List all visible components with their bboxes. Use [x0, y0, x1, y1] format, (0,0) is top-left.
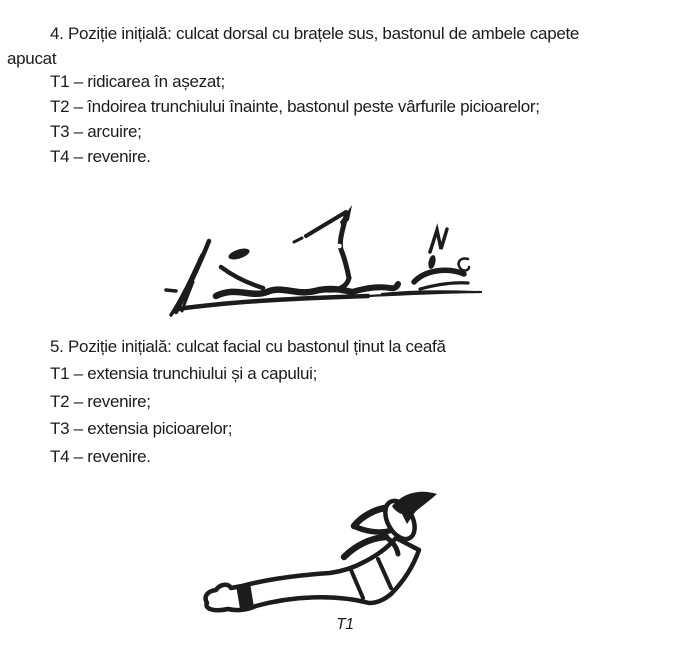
exercise-5-heading-line: 5. Poziție inițială: culcat facial cu bastonul ținut la ceafă: [50, 337, 446, 356]
exercise-5-steps: [50, 360, 317, 470]
exercise-5-step-t4: T4 – revenire.: [50, 446, 151, 466]
exercise-4-heading-line-1: 4. Poziție inițială: culcat dorsal cu brațele sus, bastonul de ambele capete: [50, 24, 580, 43]
exercise-4-step-t2: T2 – îndoirea trunchiului înainte, bastonul peste vârfurile picioarelor;: [50, 97, 540, 116]
exercise-4-heading-line-2: apucat: [7, 49, 57, 68]
exercise-4-steps: [50, 69, 540, 169]
illustration-caption: T1: [336, 616, 354, 633]
exercise-4-step-t1: T1 – ridicarea în așezat;: [50, 72, 225, 91]
exercise-5-step-t2: T2 – revenire;: [50, 391, 151, 411]
exercise-5-step-t3: T3 – extensia picioarelor;: [50, 419, 233, 438]
exercise-5-heading: [50, 334, 446, 359]
exercise-4-step-t4: T4 – revenire.: [50, 147, 151, 166]
exercise-5-step-t1: T1 – extensia trunchiului și a capului;: [50, 364, 318, 383]
exercise-4-step-t3: T3 – arcuire;: [50, 122, 142, 141]
exercise-5-illustration: [188, 482, 505, 622]
exercise-4-heading: [7, 21, 579, 71]
exercise-4-illustration: [145, 193, 510, 320]
